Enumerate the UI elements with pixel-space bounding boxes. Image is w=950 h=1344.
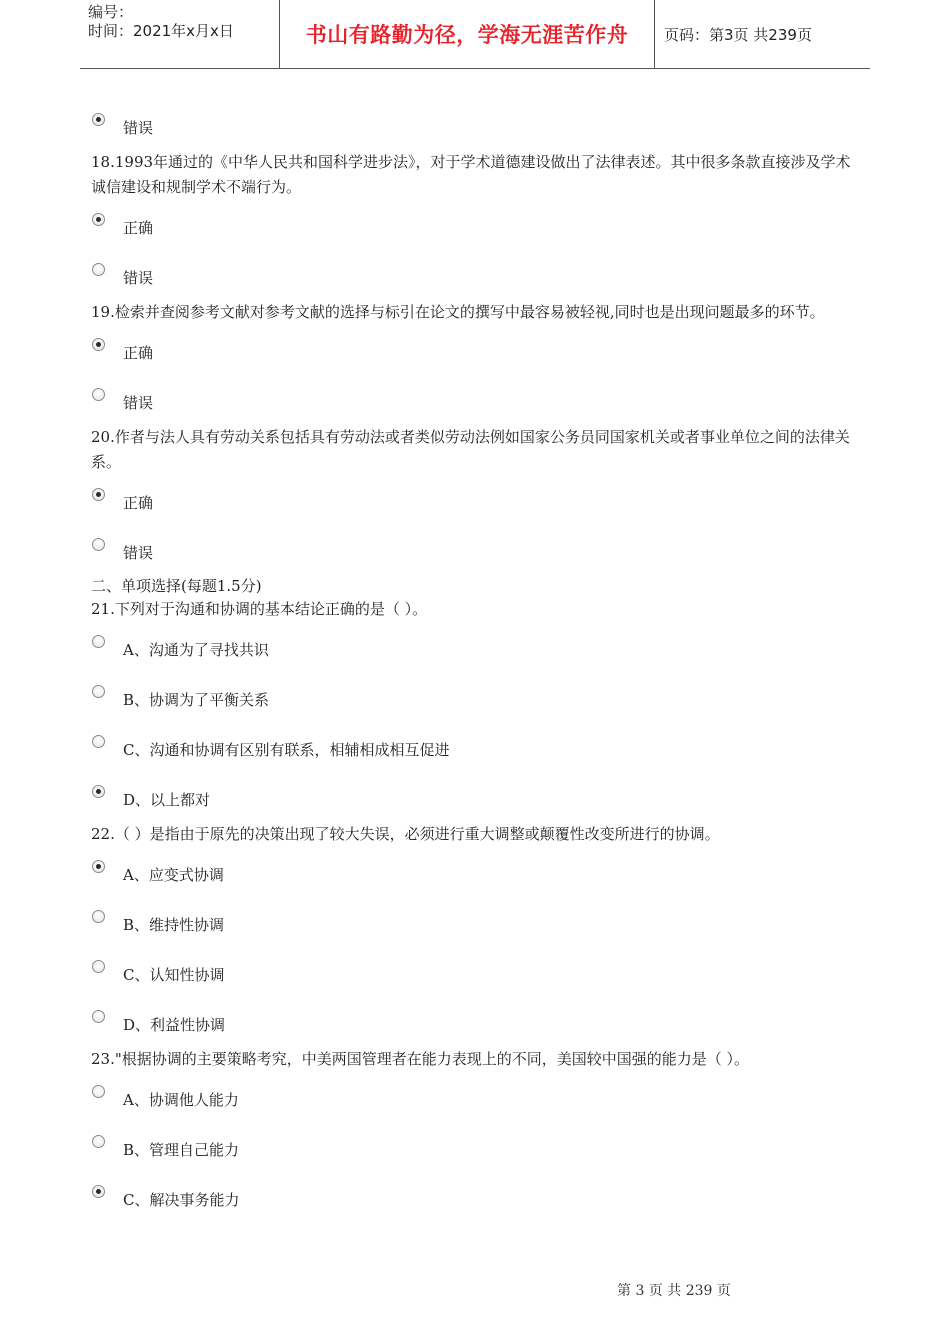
answer-option[interactable]	[91, 622, 861, 672]
radio-checked-icon[interactable]	[92, 1185, 105, 1198]
single-choice-questions	[91, 597, 861, 1222]
option-label: A、应变式协调	[123, 866, 224, 884]
document-time-label: 时间：2021年x月x日	[88, 22, 234, 40]
answer-option[interactable]	[91, 672, 861, 722]
answer-option[interactable]	[91, 100, 861, 150]
option-label: 错误	[123, 544, 154, 562]
answer-option[interactable]	[91, 722, 861, 772]
option-label: B、维持性协调	[123, 916, 225, 934]
question-text: 20.作者与法人具有劳动关系包括具有劳动法或者类似劳动法例如国家公务员同国家机关或者事业单位之间的法律关系。	[91, 428, 850, 471]
answer-option[interactable]	[91, 997, 861, 1047]
radio-icon[interactable]	[92, 635, 105, 648]
radio-icon[interactable]	[92, 1085, 105, 1098]
radio-checked-icon[interactable]	[92, 488, 105, 501]
option-label: 错误	[123, 269, 154, 287]
option-label: D、以上都对	[123, 791, 211, 809]
document-number-label: 编号：	[88, 3, 134, 21]
quiz-content	[91, 100, 861, 1222]
option-label: 正确	[123, 344, 154, 362]
section-title: 二、单项选择(每题1.5分)	[91, 577, 262, 595]
answer-option[interactable]	[91, 200, 861, 250]
question-text: 21.下列对于沟通和协调的基本结论正确的是（ ）。	[91, 600, 428, 618]
radio-checked-icon[interactable]	[92, 113, 105, 126]
answer-option[interactable]	[91, 1122, 861, 1172]
answer-option[interactable]	[91, 1172, 861, 1222]
radio-icon[interactable]	[92, 538, 105, 551]
radio-checked-icon[interactable]	[92, 338, 105, 351]
question-text: 19.检索并查阅参考文献对参考文献的选择与标引在论文的撰写中最容易被轻视,同时也是出现问题最多的环节。	[91, 303, 825, 321]
answer-option[interactable]	[91, 772, 861, 822]
option-label: A、沟通为了寻找共识	[123, 641, 269, 659]
option-label: C、认知性协调	[123, 966, 225, 984]
answer-option[interactable]	[91, 897, 861, 947]
radio-checked-icon[interactable]	[92, 213, 105, 226]
answer-option[interactable]	[91, 375, 861, 425]
page-footer: 第 3 页 共 239 页	[617, 1283, 731, 1299]
option-label: 正确	[123, 219, 154, 237]
option-label: 错误	[123, 394, 154, 412]
radio-icon[interactable]	[92, 960, 105, 973]
radio-icon[interactable]	[92, 388, 105, 401]
radio-checked-icon[interactable]	[92, 860, 105, 873]
answer-option[interactable]	[91, 525, 861, 575]
radio-icon[interactable]	[92, 263, 105, 276]
option-label: C、解决事务能力	[123, 1191, 240, 1209]
header-meta	[80, 0, 280, 68]
option-label: B、协调为了平衡关系	[123, 691, 270, 709]
radio-icon[interactable]	[92, 1135, 105, 1148]
option-label: 错误	[123, 119, 154, 137]
option-label: C、沟通和协调有区别有联系，相辅相成相互促进	[123, 741, 450, 759]
option-label: 正确	[123, 494, 154, 512]
answer-option[interactable]	[91, 325, 861, 375]
radio-checked-icon[interactable]	[92, 785, 105, 798]
header-motto: 书山有路勤为径，学海无涯苦作舟	[280, 0, 655, 68]
true-false-questions	[91, 150, 861, 575]
option-label: B、管理自己能力	[123, 1141, 240, 1159]
option-label: D、利益性协调	[123, 1016, 226, 1034]
answer-option[interactable]	[91, 1072, 861, 1122]
option-label: A、协调他人能力	[123, 1091, 239, 1109]
radio-icon[interactable]	[92, 910, 105, 923]
radio-icon[interactable]	[92, 735, 105, 748]
answer-option[interactable]	[91, 475, 861, 525]
answer-option[interactable]	[91, 250, 861, 300]
answer-option[interactable]	[91, 947, 861, 997]
answer-option[interactable]	[91, 847, 861, 897]
radio-icon[interactable]	[92, 1010, 105, 1023]
radio-icon[interactable]	[92, 685, 105, 698]
question-text: 22.（ ）是指由于原先的决策出现了较大失误，必须进行重大调整或颠覆性改变所进行的协调。	[91, 825, 720, 843]
header-page-label: 页码：第3页 共239页	[664, 25, 812, 44]
page-header	[80, 0, 870, 69]
question-text: 18.1993年通过的《中华人民共和国科学进步法》，对于学术道德建设做出了法律表述。其中很多条款直接涉及学术诚信建设和规制学术不端行为。	[91, 153, 851, 196]
question-text: 23."根据协调的主要策略考究，中美两国管理者在能力表现上的不同，美国较中国强的能力是（ ）。	[91, 1050, 750, 1068]
